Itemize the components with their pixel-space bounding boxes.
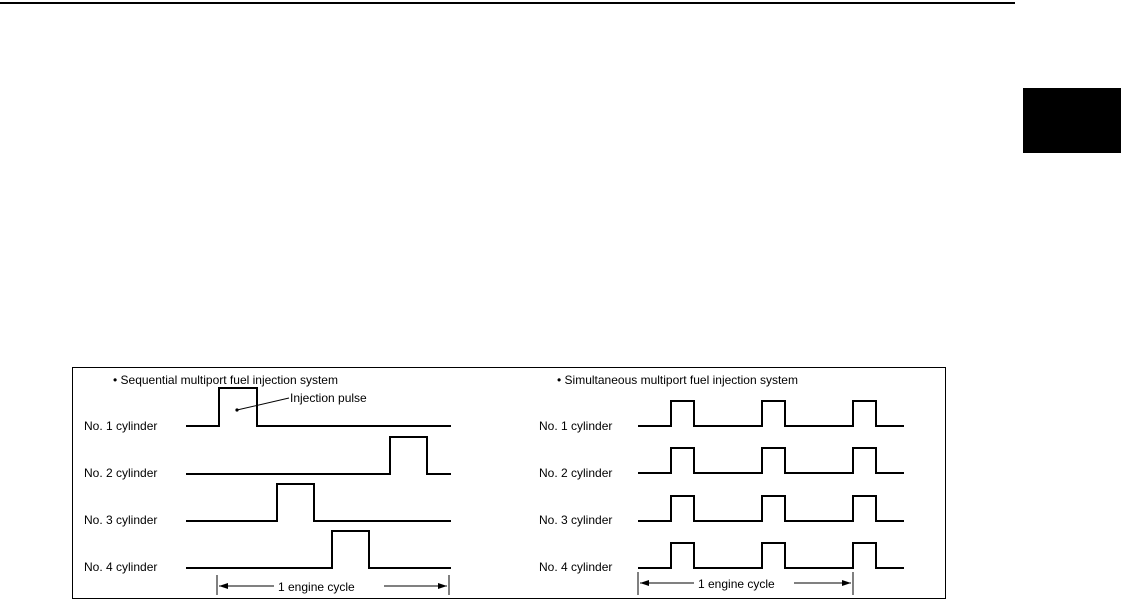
simultaneous-title: • Simultaneous multiport fuel injection system [557,373,798,387]
sim-cyl-3-label: No. 3 cylinder [539,513,613,527]
seq-cyl-4-label: No. 4 cylinder [84,560,158,574]
seq-cyl-2-waveform [186,437,451,474]
sequential-panel [84,373,451,595]
seq-cyl-1-label: No. 1 cylinder [84,419,158,433]
sim-cyl-3-waveform [638,496,904,521]
callout-leader [237,398,289,410]
header-rule [0,2,1015,4]
seq-cycle-label: 1 engine cycle [278,580,355,594]
seq-cyl-2-label: No. 2 cylinder [84,466,158,480]
sim-cyl-4-waveform [638,543,904,568]
seq-cyl-3-waveform [186,484,451,521]
injection-pulse-callout: Injection pulse [290,391,367,405]
sim-cyl-2-label: No. 2 cylinder [539,466,613,480]
sim-cycle-marker [638,572,853,595]
sim-cyl-1-waveform [638,401,904,426]
callout-dot [235,408,238,411]
sim-cyl-2-waveform [638,448,904,473]
seq-cycle-marker [217,575,449,595]
sequential-title: • Sequential multiport fuel injection system [113,373,338,387]
sim-cycle-label: 1 engine cycle [698,577,775,591]
injection-timing-figure [72,367,946,599]
seq-cyl-4-waveform [186,531,451,568]
figure-border [73,368,946,599]
sim-cyl-1-label: No. 1 cylinder [539,419,613,433]
seq-cyl-3-label: No. 3 cylinder [84,513,158,527]
section-tab [1023,88,1121,153]
sim-cyl-4-label: No. 4 cylinder [539,560,613,574]
simultaneous-panel [539,373,904,595]
timing-diagram [72,367,946,599]
